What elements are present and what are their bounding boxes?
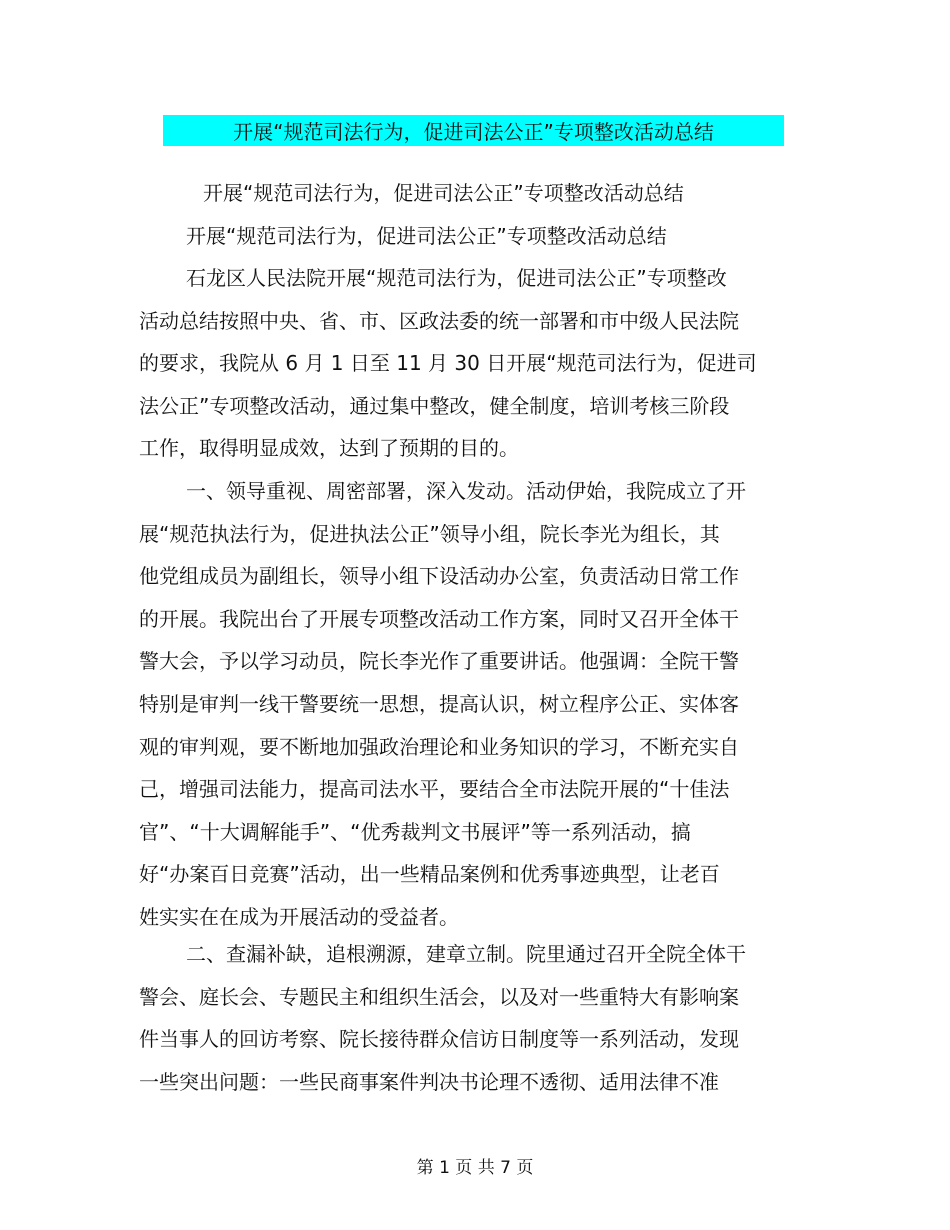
- paragraph-line: 特别是审判一线干警要统一思想，提高认识，树立程序公正、实体客: [139, 691, 739, 716]
- paragraph-line: 法公正”专项整改活动，通过集中整改，健全制度，培训考核三阶段: [139, 393, 730, 418]
- subtitle-line-2: 开展“规范司法行为，促进司法公正”专项整改活动总结: [186, 224, 667, 248]
- paragraph-line: 他党组成员为副组长，领导小组下设活动办公室，负责活动日常工作: [139, 564, 739, 589]
- paragraph-line: 一、领导重视、周密部署，深入发动。活动伊始，我院成立了开: [186, 479, 746, 503]
- paragraph-line: 一些突出问题：一些民商事案件判决书论理不透彻、适用法律不准: [139, 1069, 719, 1094]
- paragraph-line: 警大会，予以学习动员，院长李光作了重要讲话。他强调：全院干警: [139, 649, 739, 674]
- paragraph-line: 官”、“十大调解能手”、“优秀裁判文书展评”等一系列活动，搞: [139, 819, 691, 844]
- paragraph-line: 活动总结按照中央、省、市、区政法委的统一部署和市中级人民法院: [139, 308, 739, 333]
- document-title-highlight: [163, 115, 784, 146]
- paragraph-line: 姓实实在在成为开展活动的受益者。: [139, 904, 459, 929]
- paragraph-line: 的要求，我院从 6 月 1 日至 11 月 30 日开展“规范司法行为，促进司: [139, 351, 757, 376]
- paragraph-intro: [139, 266, 779, 479]
- document-title: 开展“规范司法行为，促进司法公正”专项整改活动总结: [233, 120, 714, 144]
- paragraph-line: 己，增强司法能力，提高司法水平，要结合全市法院开展的“十佳法: [139, 777, 730, 802]
- paragraph-line: 件当事人的回访考察、院长接待群众信访日制度等一系列活动，发现: [139, 1027, 739, 1052]
- paragraph-line: 好“办案百日竞赛”活动，出一些精品案例和优秀事迹典型，让老百: [139, 862, 720, 887]
- subtitle-line-1: 开展“规范司法行为，促进司法公正”专项整改活动总结: [203, 181, 684, 205]
- paragraph-line: 的开展。我院出台了开展专项整改活动工作方案，同时又召开全体干: [139, 606, 739, 631]
- paragraph-line: 石龙区人民法院开展“规范司法行为，促进司法公正”专项整改: [186, 266, 727, 290]
- page-footer: 第 1 页 共 7 页: [416, 1158, 534, 1178]
- paragraph-line: 观的审判观，要不断地加强政治理论和业务知识的学习，不断充实自: [139, 734, 739, 759]
- paragraph-line: 二、查漏补缺，追根溯源，建章立制。院里通过召开全院全体干: [186, 942, 746, 966]
- paragraph-section-2: [139, 942, 779, 1112]
- paragraph-section-1: [139, 479, 779, 948]
- paragraph-line: 展“规范执法行为，促进执法公正”领导小组，院长李光为组长，其: [139, 521, 720, 546]
- paragraph-line: 工作，取得明显成效，达到了预期的目的。: [139, 436, 519, 461]
- paragraph-line: 警会、庭长会、专题民主和组织生活会，以及对一些重特大有影响案: [139, 984, 739, 1009]
